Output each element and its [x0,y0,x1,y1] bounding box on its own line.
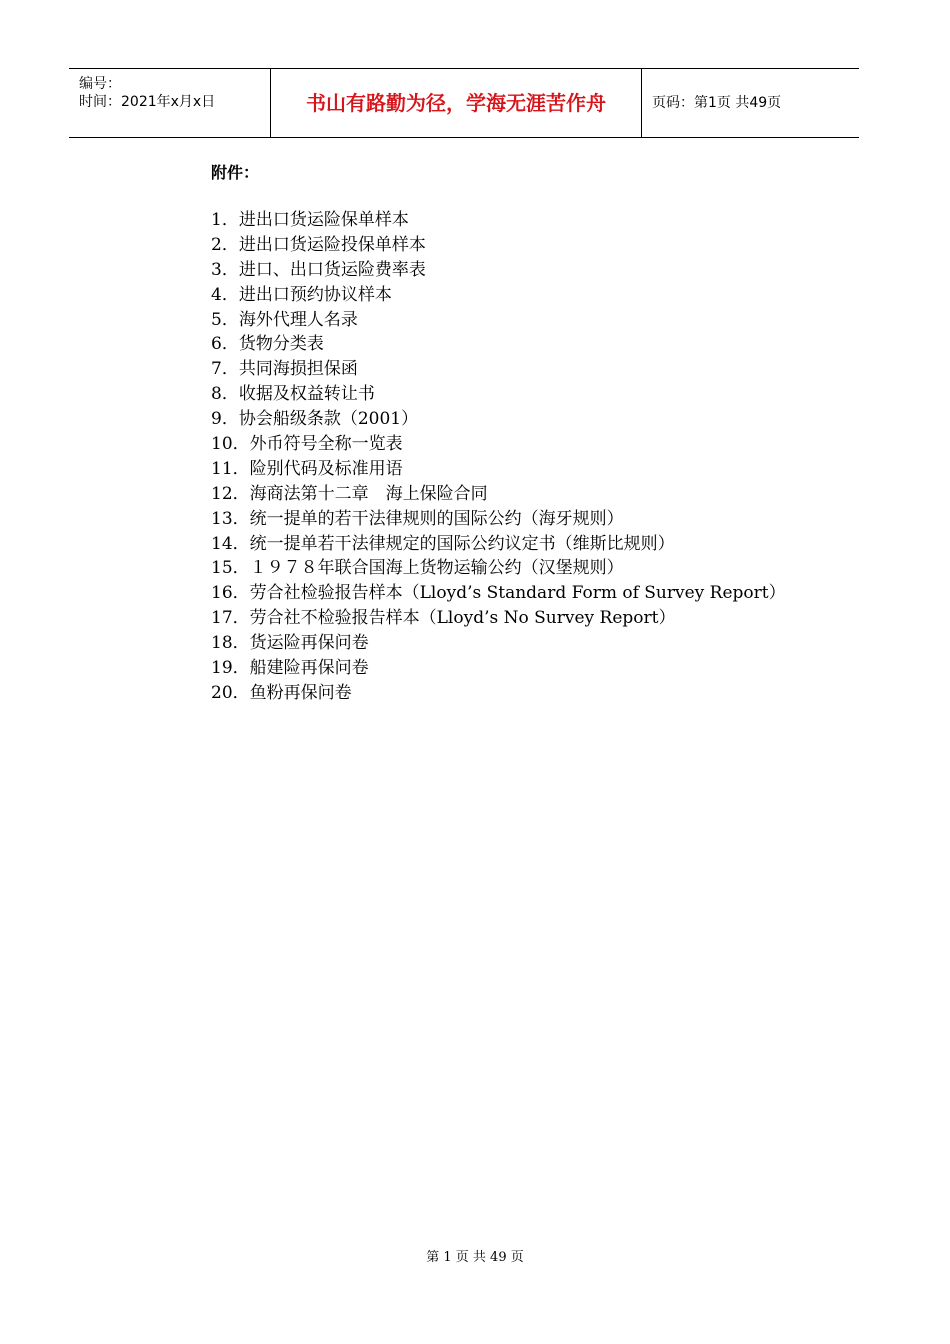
list-item: 13．统一提单的若干法律规则的国际公约（海牙规则） [211,508,624,529]
list-item: 18．货运险再保问卷 [211,633,369,654]
list-item: 2．进出口货运险投保单样本 [211,234,426,255]
list-item: 5．海外代理人名录 [211,309,358,330]
list-item: 4．进出口预约协议样本 [211,284,392,305]
page-header [69,68,859,138]
attachments-title: 附件： [211,163,260,182]
list-item: 9．协会船级条款（2001） [211,409,419,430]
list-item: 10．外币符号全称一览表 [211,434,403,455]
header-motto: 书山有路勤为径，学海无涯苦作舟 [306,91,606,115]
list-item: 3．进口、出口货运险费率表 [211,259,426,280]
list-item: 12．海商法第十二章 海上保险合同 [211,483,488,504]
list-item: 11．险别代码及标准用语 [211,458,403,479]
list-item: 7．共同海损担保函 [211,359,358,380]
list-item: 6．货物分类表 [211,334,324,355]
attachments-list [211,208,786,706]
list-item: 20．鱼粉再保问卷 [211,682,352,703]
list-item: 19．船建险再保问卷 [211,658,369,679]
list-item: 16．劳合社检验报告样本（Lloyd’s Standard Form of Survey Report） [211,583,786,604]
list-item: 17．劳合社不检验报告样本（Lloyd’s No Survey Report） [211,608,676,629]
header-meta [69,69,270,137]
list-item: 14．统一提单若干法律规定的国际公约议定书（维斯比规则） [211,533,675,554]
list-item: 1．进出口货运险保单样本 [211,210,409,230]
header-number-label: 编号： [79,76,121,92]
header-time-label: 时间：2021年x月x日 [79,94,216,110]
list-item: 15．１９７８年联合国海上货物运输公约（汉堡规则） [211,558,624,579]
page-footer: 第 1 页 共 49 页 [426,1250,524,1265]
header-page-info: 页码：第1页 共49页 [652,95,782,111]
list-item: 8．收据及权益转让书 [211,384,375,405]
